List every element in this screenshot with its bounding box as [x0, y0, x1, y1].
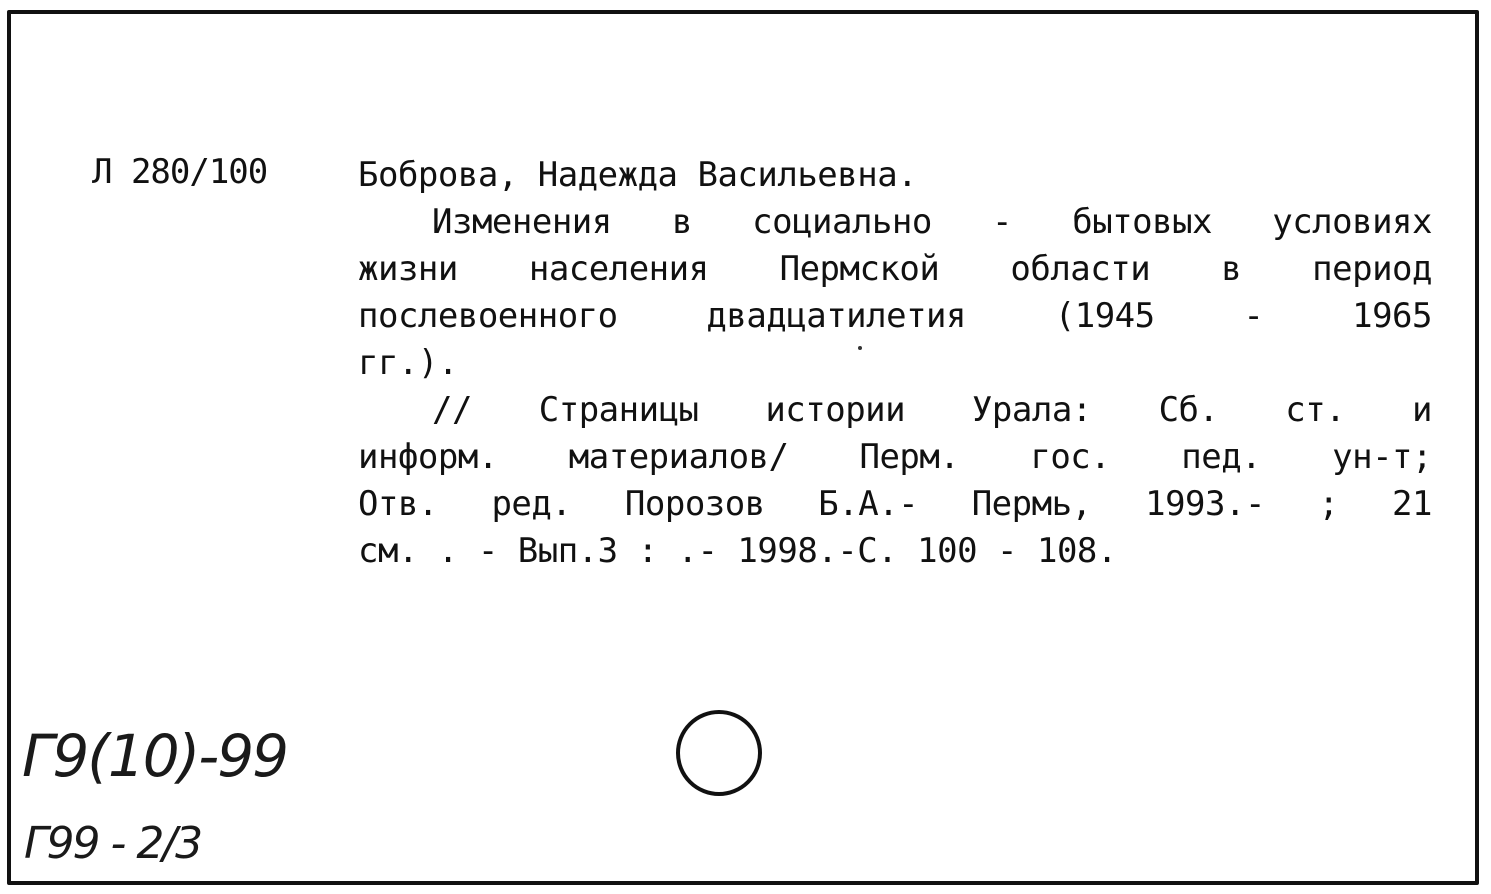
source-line-3: Отв. ред. Порозов Б.А.- Пермь, 1993.- ; 21 — [358, 484, 1432, 524]
ink-speck — [858, 346, 862, 350]
handwritten-classification-2: Г99 - 2/3 — [24, 818, 202, 869]
source-line-1: // Страницы истории Урала: Сб. ст. и — [432, 390, 1432, 430]
title-line-1: Изменения в социально - бытовых условиях — [432, 202, 1432, 242]
title-line-3: послевоенного двадцатилетия (1945 - 1965 — [358, 296, 1432, 336]
source-line-2: информ. материалов/ Перм. гос. пед. ун-т; — [358, 437, 1432, 477]
source-line-4: см. . - Вып.3 : .- 1998.-С. 100 - 108. — [358, 531, 1117, 571]
handwritten-classification-1: Г9(10)-99 — [22, 722, 288, 790]
bibliographic-entry — [358, 152, 1432, 575]
title-line-2: жизни населения Пермской области в период — [358, 249, 1432, 289]
call-number: Л 280/100 — [92, 152, 268, 192]
punch-hole — [676, 710, 762, 796]
title-line-4: гг.). — [358, 343, 458, 383]
author-line: Боброва, Надежда Васильевна. — [358, 155, 918, 195]
